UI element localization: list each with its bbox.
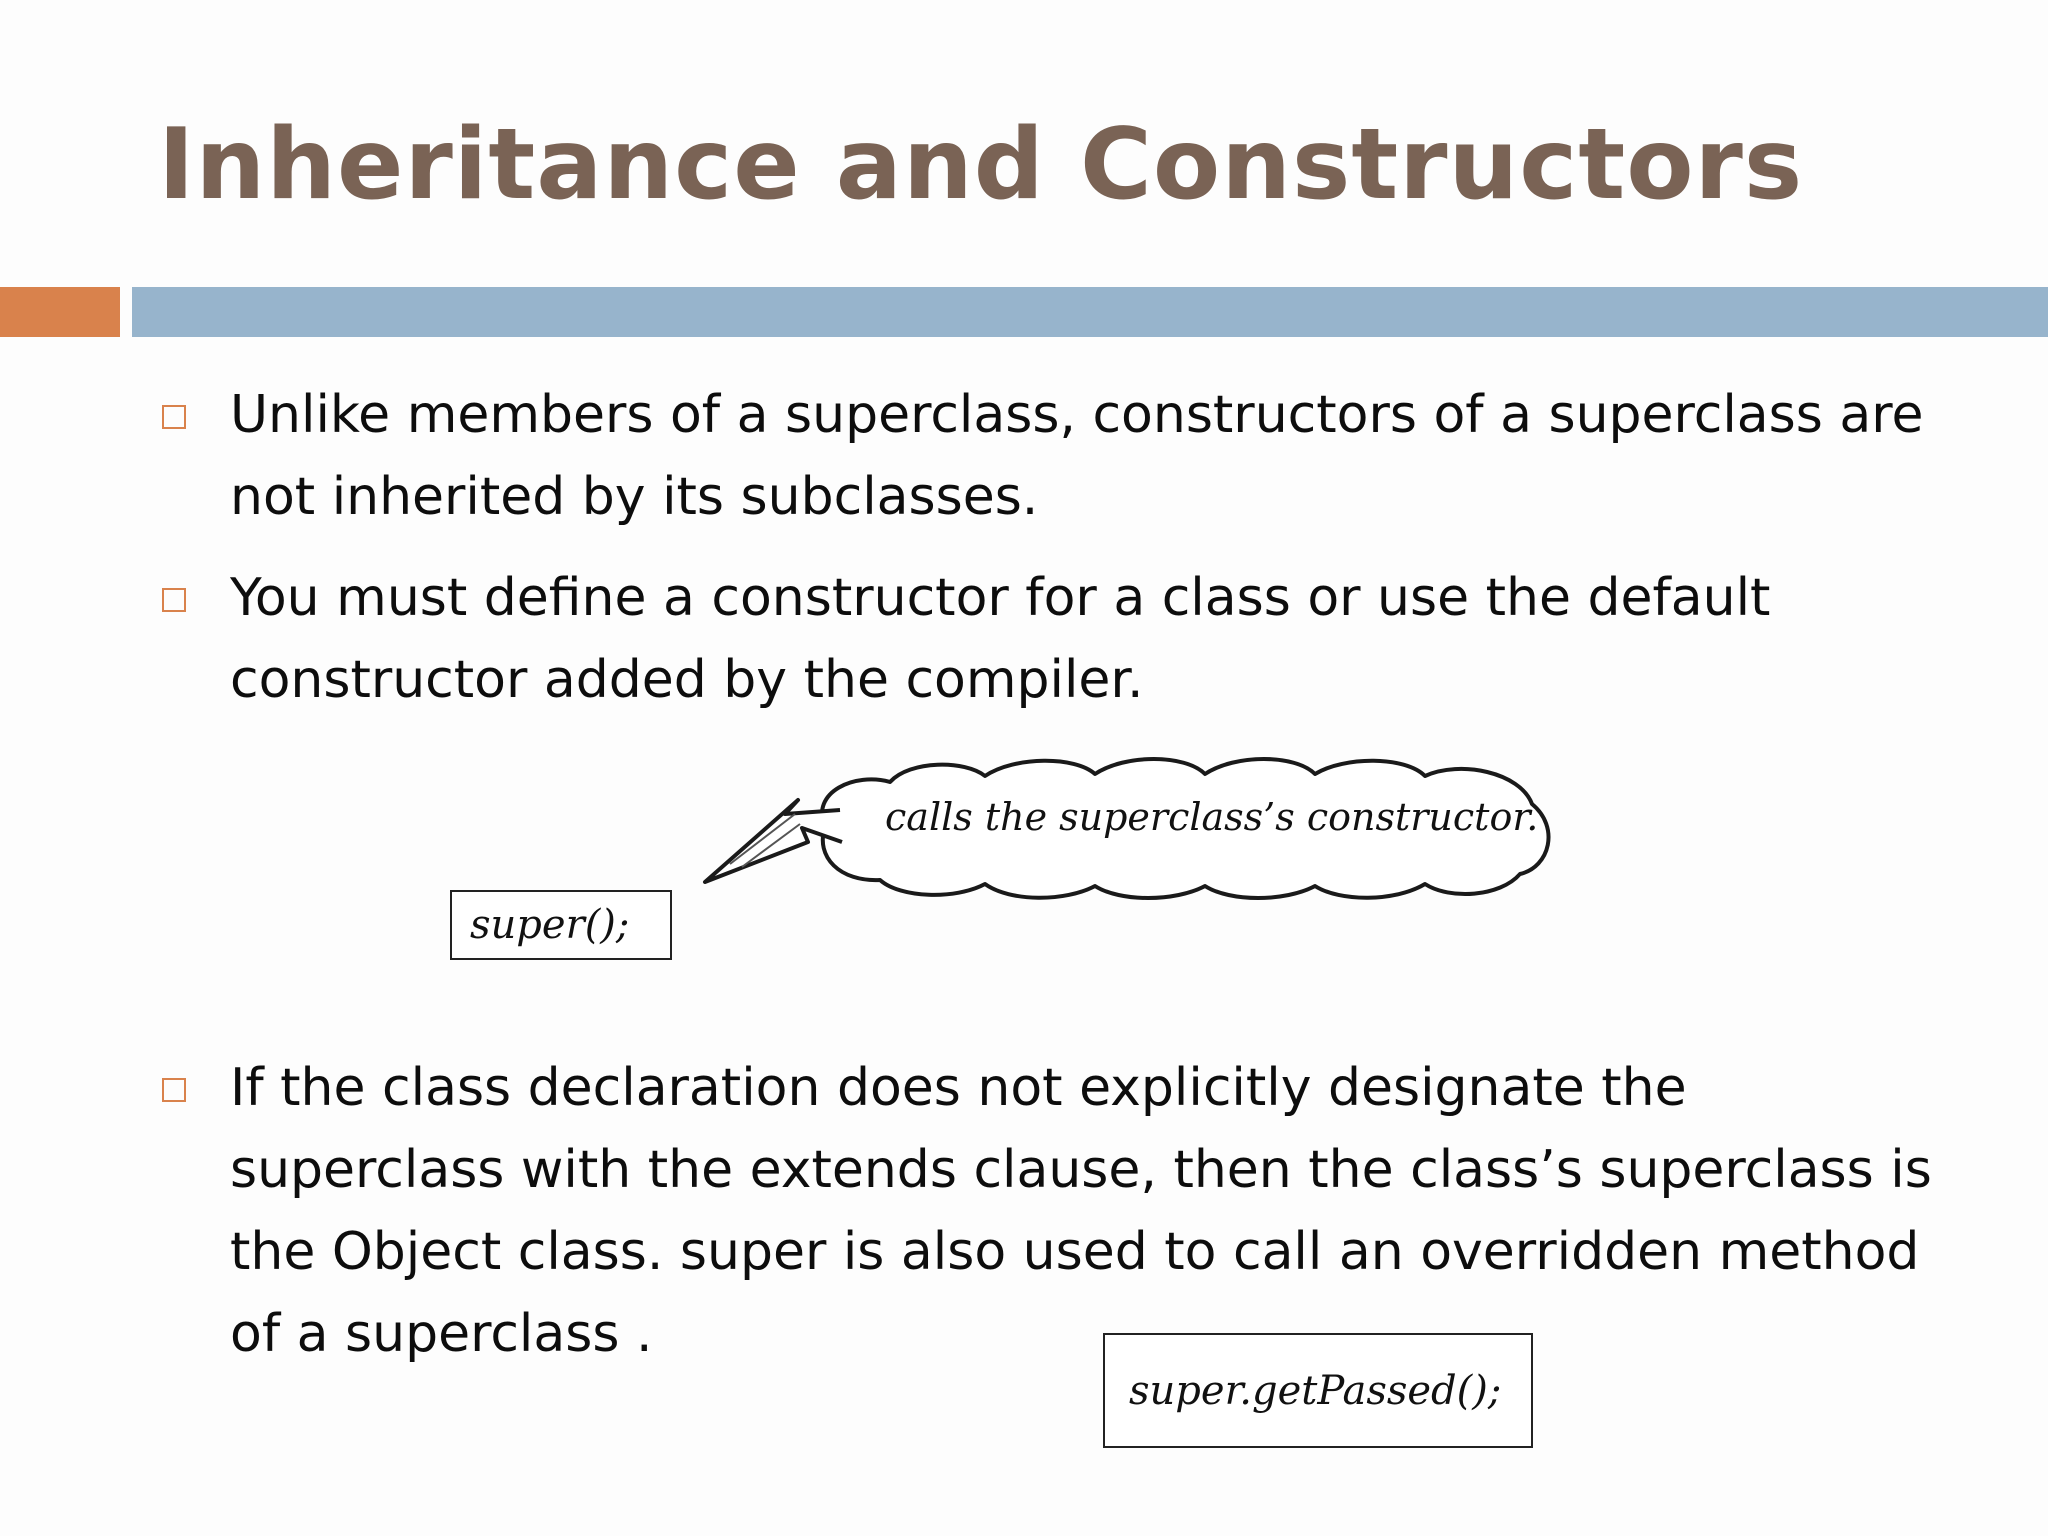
slide-title: Inheritance and Constructors [158, 108, 1804, 222]
callout-text: calls the superclass’s constructor. [885, 795, 1539, 839]
bullet-square-icon [162, 405, 186, 429]
super-call-code-box: super(); [450, 890, 672, 960]
bullet-item-3: If the class declaration does not explicitly designate the superclass with the extends clause, then the class’s superclass is the Object class. super is also used to call an overridden method of a superclass . [230, 1058, 1932, 1364]
super-method-code-box: super.getPassed(); [1103, 1333, 1533, 1448]
bullet-square-icon [162, 588, 186, 612]
bullet-square-icon [162, 1078, 186, 1102]
bullet-item-1: Unlike members of a superclass, constructors of a superclass are not inherited by its subclasses. [230, 385, 1924, 527]
bullet-item-2: You must define a constructor for a class or use the default constructor added by the compiler. [230, 568, 1771, 710]
